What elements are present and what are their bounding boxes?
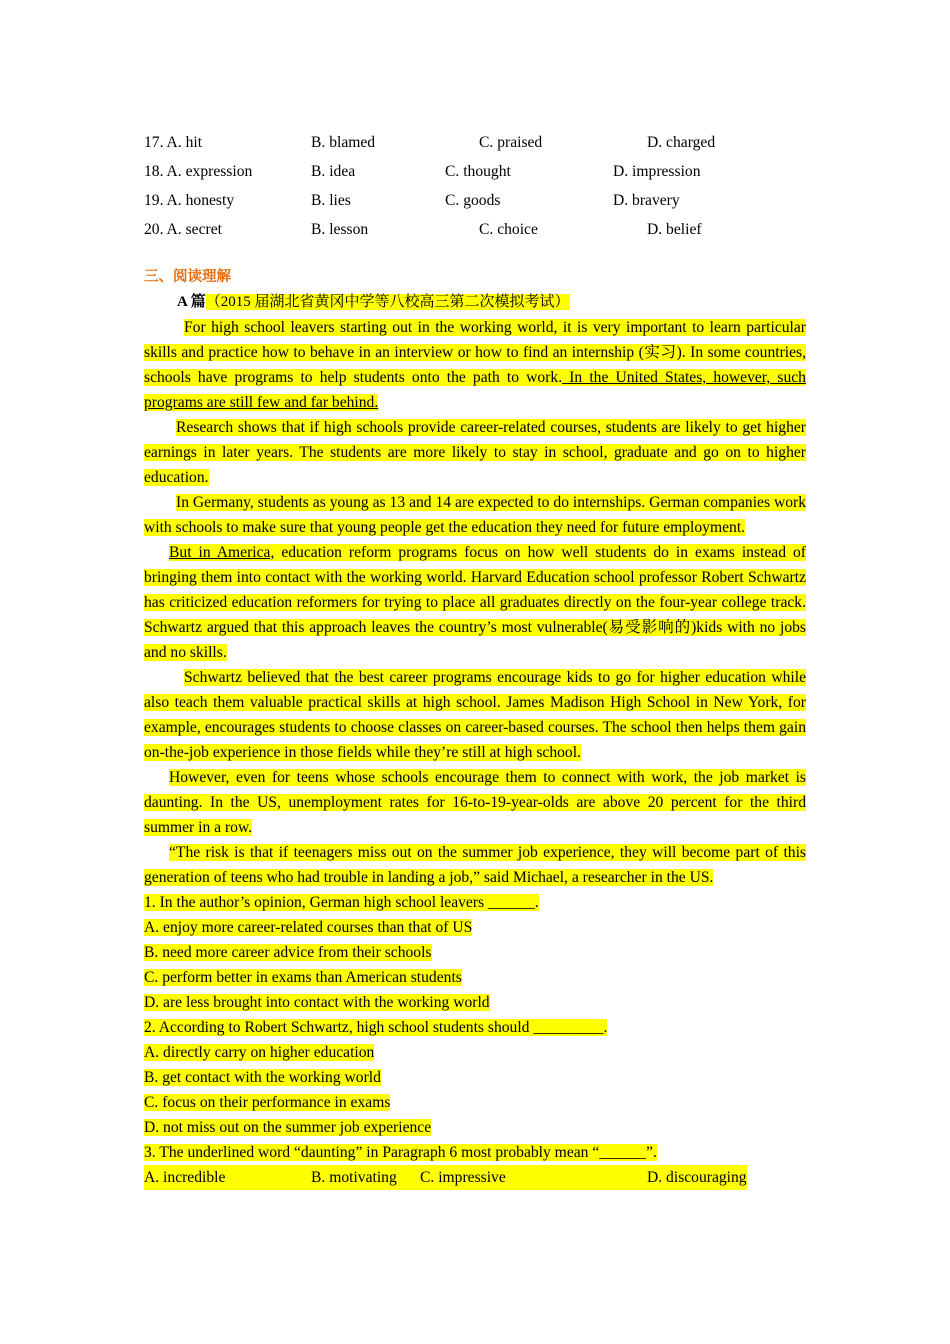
option-c: C. praised [479, 134, 543, 151]
option-c: C. choice [479, 221, 538, 238]
paragraph-6-text: However, even for teens whose schools encourage them to connect with work, the job market is daunting. In the US, unemployment rates for 16-to-19-year-olds are above 20 percent for the third summer in a row. [144, 769, 806, 836]
question-3 [144, 1140, 806, 1190]
cloze-row-18 [144, 157, 806, 186]
question-stem: 1. In the author’s opinion, German high school leavers ______. [144, 894, 539, 911]
paragraph-7 [144, 840, 806, 890]
question-option: A. directly carry on higher education [144, 1044, 375, 1061]
option-a: 18. A. expression [144, 163, 253, 180]
paragraph-2 [144, 415, 806, 490]
question-option: C. perform better in exams than American students [144, 969, 462, 986]
paragraph-4-text: , education reform programs focus on how well students do in exams instead of bringing them into contact with the working world. Harvard Education school professor Robert Schwartz has criticized education reformers for trying to place all graduates directly on the four-year college track. Schwartz argued that this approach leaves the country’s most vulnerable(易受影响的)kids with no jobs and no skills. [144, 544, 806, 661]
section-title: 三、阅读理解 [144, 269, 231, 285]
question-option: C. focus on their performance in exams [144, 1094, 391, 1111]
cloze-row-17 [144, 128, 806, 157]
question-3-options [144, 1165, 806, 1190]
option-b: B. blamed [311, 134, 376, 151]
option-a: 17. A. hit [144, 134, 203, 151]
question-stem: 3. The underlined word “daunting” in Paragraph 6 most probably mean “______”. [144, 1144, 657, 1161]
question-1 [144, 890, 806, 1015]
paragraph-6 [144, 765, 806, 840]
paragraph-4 [144, 540, 806, 665]
paragraph-4-underlined: But in America [169, 544, 271, 561]
option-d: D. charged [647, 134, 716, 151]
question-option: A. enjoy more career-related courses than that of US [144, 919, 473, 936]
paragraph-1-text: For high school leavers starting out in the working world, it is very important to learn particular skills and practice how to behave in an interview or how to find an internship (实习). In some countries, schools have programs to help students onto the path to work. [144, 319, 806, 386]
question-stem: 2. According to Robert Schwartz, high school students should _________. [144, 1019, 608, 1036]
option-b: B. idea [311, 163, 356, 180]
paragraph-5 [144, 665, 806, 765]
option-b: B. lies [311, 192, 351, 209]
cloze-options [144, 128, 806, 244]
question-2 [144, 1015, 806, 1140]
question-option: B. motivating [311, 1165, 420, 1190]
paragraph-3-text: In Germany, students as young as 13 and 14 are expected to do internships. German companies work with schools to make sure that young people get the education they need for future employment. [144, 494, 806, 536]
cloze-row-19 [144, 186, 806, 215]
option-c: C. thought [445, 163, 511, 180]
option-b: B. lesson [311, 221, 369, 238]
question-option: D. discouraging [647, 1165, 747, 1190]
question-option: B. need more career advice from their schools [144, 944, 432, 961]
option-a: 19. A. honesty [144, 192, 235, 209]
option-d: D. belief [647, 221, 702, 238]
paragraph-1 [144, 315, 806, 415]
question-option: B. get contact with the working world [144, 1069, 381, 1086]
option-d: D. bravery [613, 192, 680, 209]
passage-title [177, 290, 806, 315]
question-option: A. incredible [144, 1165, 311, 1190]
option-d: D. impression [613, 163, 701, 180]
option-c: C. goods [445, 192, 501, 209]
paragraph-1-underlined: In the United States, however, such programs are still few and far behind. [144, 369, 806, 411]
question-option: D. are less brought into contact with the working world [144, 994, 490, 1011]
document-page [144, 128, 806, 1190]
question-option: C. impressive [420, 1165, 647, 1190]
option-a: 20. A. secret [144, 221, 222, 238]
paragraph-3 [144, 490, 806, 540]
paragraph-5-text: Schwartz believed that the best career programs encourage kids to go for higher education while also teach them valuable practical skills at high school. James Madison High School in New York, for example, encourages students to choose classes on career-based courses. The school then helps them gain on-the-job experience in those fields while they’re still at high school. [144, 669, 806, 761]
passage-source: （2015 届湖北省黄冈中学等八校高三第二次模拟考试） [205, 294, 570, 310]
question-option: D. not miss out on the summer job experience [144, 1119, 432, 1136]
cloze-row-20 [144, 215, 806, 244]
paragraph-7-text: “The risk is that if teenagers miss out on the summer job experience, they will become part of this generation of teens who had trouble in landing a job,” said Michael, a researcher in the US. [144, 844, 806, 886]
passage-label: A 篇 [177, 294, 206, 310]
paragraph-2-text: Research shows that if high schools provide career-related courses, students are likely to get higher earnings in later years. The students are more likely to stay in school, graduate and go on to higher education. [144, 419, 806, 486]
